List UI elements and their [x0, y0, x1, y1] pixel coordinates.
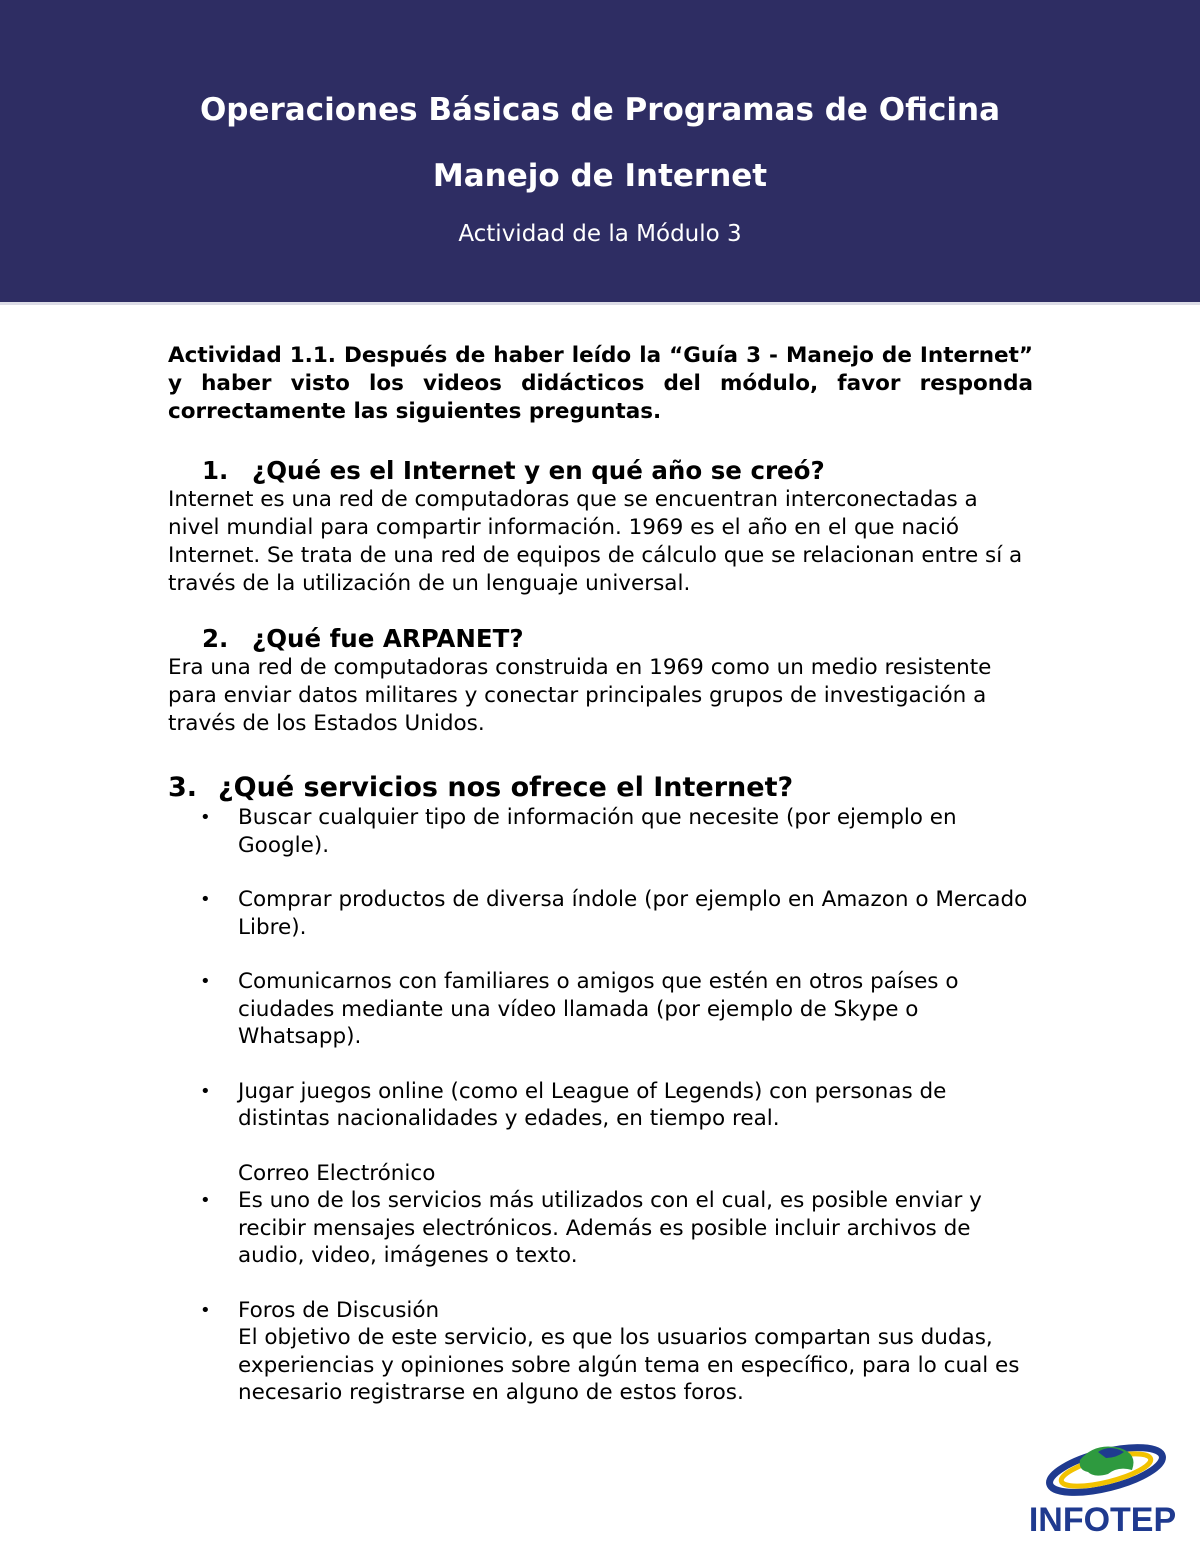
list-item [168, 804, 1033, 859]
list-item [168, 1078, 1033, 1133]
service-text: Comprar productos de diversa índole (por ejemplo en Amazon o Mercado Libre). [238, 887, 1028, 940]
services-list-extra [168, 1187, 1033, 1324]
list-spacer [168, 1270, 1033, 1297]
question-text: ¿Qué fue ARPANET? [252, 624, 524, 653]
bullet-icon: • [200, 807, 211, 828]
question-number: 3. [168, 772, 198, 803]
activity-instructions: Actividad 1.1. Después de haber leído la “Guía 3 - Manejo de Internet” y haber visto los videos didácticos del módulo, favor responda correctamente las siguientes preguntas. [168, 343, 1033, 424]
bullet-icon: • [200, 1190, 211, 1211]
document-body [168, 342, 1033, 1407]
list-spacer [168, 859, 1033, 886]
infotep-logo [1020, 1430, 1185, 1540]
list-spacer [168, 1133, 1033, 1160]
service-text: Comunicarnos con familiares o amigos que estén en otros países o ciudades mediante una vídeo llamada (por ejemplo de Skype o Whatsapp). [238, 969, 959, 1049]
question-3 [168, 772, 1033, 804]
forums-heading: Foros de Discusión [238, 1297, 440, 1323]
answer-2: Era una red de computadoras construida en 1969 como un medio resistente para enviar datos militares y conectar principales grupos de investigación a través de los Estados Unidos. [168, 655, 992, 736]
bullet-icon: • [200, 889, 211, 910]
question-block-1 [168, 456, 1033, 598]
document-subtitle: Manejo de Internet [432, 158, 768, 194]
answer-1: Internet es una red de computadoras que se encuentran interconectadas a nivel mundial para compartir información. 1969 es el año en el que nació Internet. Se trata de una red de equipos de cálculo que se relacionan entre sí a través de la utilización de un lenguaje universal. [168, 487, 1023, 596]
list-spacer [168, 1051, 1033, 1078]
list-item [168, 1187, 1033, 1270]
email-description: Es uno de los servicios más utilizados con el cual, es posible enviar y recibir mensajes electrónicos. Además es posible incluir archivos de audio, video, imágenes o texto. [238, 1188, 982, 1268]
question-text: ¿Qué es el Internet y en qué año se creó? [252, 456, 825, 485]
service-text: Jugar juegos online (como el League of Legends) con personas de distintas nacionalidades y edades, en tiempo real. [238, 1078, 947, 1131]
list-item [168, 1297, 1033, 1325]
list-spacer [168, 941, 1033, 968]
activity-label: Actividad de la Módulo 3 [458, 221, 742, 247]
question-block-2 [168, 624, 1033, 738]
question-1 [168, 456, 1033, 486]
question-2 [168, 624, 1033, 654]
services-list [168, 804, 1033, 1160]
globe-icon [1020, 1430, 1185, 1502]
list-item [168, 886, 1033, 941]
forums-description: El objetivo de este servicio, es que los usuarios compartan sus dudas, experiencias y opiniones sobre algún tema en específico, para lo cual es necesario registrarse en alguno de estos foros. [238, 1325, 1020, 1405]
question-block-3 [168, 772, 1033, 1407]
question-number: 1. [202, 456, 229, 485]
question-text: ¿Qué servicios nos ofrece el Internet? [218, 772, 794, 803]
bullet-icon: • [200, 971, 211, 992]
logo-text: INFOTEP [1028, 1501, 1177, 1539]
header-divider [0, 302, 1200, 305]
question-number: 2. [202, 624, 229, 653]
bullet-icon: • [200, 1299, 211, 1321]
email-heading: Correo Electrónico [238, 1160, 436, 1186]
document-header [0, 0, 1200, 302]
service-text: Buscar cualquier tipo de información que necesite (por ejemplo en Google). [238, 805, 957, 858]
list-item [168, 968, 1033, 1051]
bullet-icon: • [200, 1080, 211, 1102]
document-title: Operaciones Básicas de Programas de Oficina [199, 92, 1001, 128]
